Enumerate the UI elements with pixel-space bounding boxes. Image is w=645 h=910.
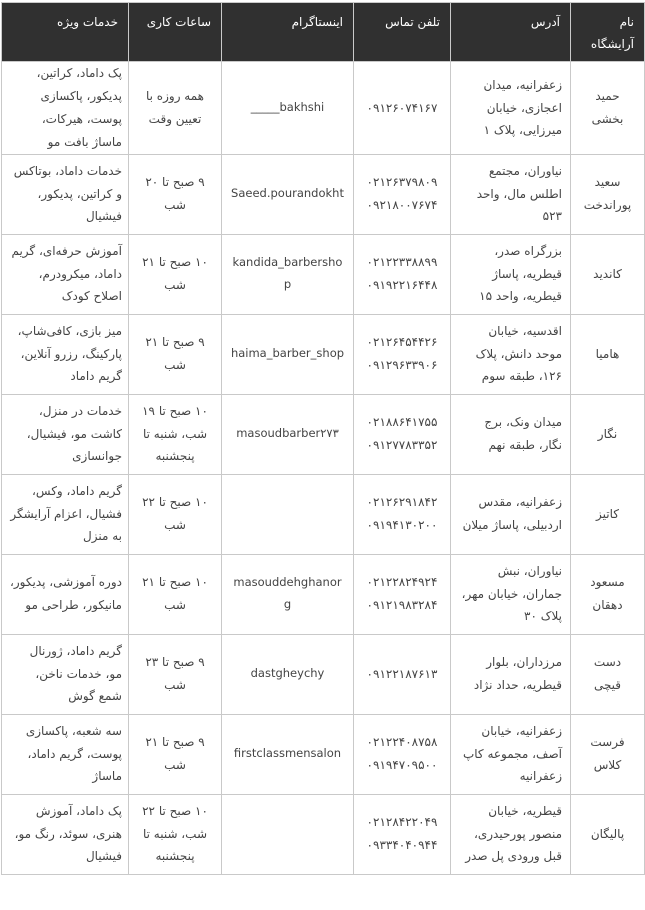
table-row [2,154,645,234]
header-instagram: اینستاگرام [222,3,354,62]
table-body [2,62,645,874]
salon-services: گریم داماد، ژورنال مو، خدمات ناخن، شمع گوش [2,634,129,714]
table-header [2,3,645,62]
salon-address: زعفرانیه، میدان اعجازی، خیابان میرزایی، پلاک ۱ [451,62,571,154]
phone-number: ۰۲۱۲۶۲۹۱۸۴۲ [366,495,438,510]
salon-services: خدمات داماد، بوتاکس و کراتین، پدیکور، فیشیال [2,154,129,234]
salon-address: اقدسیه، خیابان موحد دانش، پلاک ۱۲۶، طبقه سوم [451,314,571,394]
phone-number: ۰۹۱۹۲۲۱۶۴۴۸ [366,278,438,293]
salon-hours: ۱۰ صبح تا ۲۱ شب [129,554,222,634]
salon-services: گریم داماد، وکس، فشیال، اعزام آرایشگر به منزل [2,474,129,554]
salon-hours: ۱۰ صبح تا ۲۲ شب [129,474,222,554]
salon-services: خدمات در منزل، کاشت مو، فیشیال، جوانسازی [2,394,129,474]
salon-address: مرزداران، بلوار قیطریه، حداد نژاد [451,634,571,714]
table-row [2,62,645,154]
header-address: آدرس [451,3,571,62]
salon-name: فرست کلاس [571,714,645,794]
phone-number: ۰۹۱۲۲۱۸۷۶۱۳ [366,666,438,681]
salon-phone [354,394,451,474]
salon-instagram: masoudbarber۲۷۳ [222,394,354,474]
salon-instagram: Saeed.pourandokht [222,154,354,234]
salon-hours: همه روزه با تعیین وقت [129,62,222,154]
barbershop-table [1,2,645,875]
salon-hours: ۱۰ صبح تا ۲۱ شب [129,234,222,314]
phone-number: ۰۲۱۲۸۴۲۲۰۴۹ [366,815,438,830]
header-services: خدمات ویژه [2,3,129,62]
salon-instagram: _____bakhshi [222,62,354,154]
salon-services: پک داماد، آموزش هنری، سوئد، رنگ مو، فیشیال [2,794,129,874]
salon-phone [354,474,451,554]
salon-address: نیاوران، مجتمع اطلس مال، واحد ۵۲۳ [451,154,571,234]
salon-phone [354,554,451,634]
salon-services: میز بازی، کافی‌شاپ، پارکینگ، رزرو آنلاین، گریم داماد [2,314,129,394]
salon-services: دوره آموزشی، پدیکور، مانیکور، طراحی مو [2,554,129,634]
header-row [2,3,645,62]
phone-number: ۰۹۱۲۱۹۸۳۲۸۴ [366,598,438,613]
salon-hours: ۹ صبح تا ۲۳ شب [129,634,222,714]
phone-number: ۰۹۱۲۶۰۷۴۱۶۷ [366,100,438,115]
salon-address: زعفرانیه، خیابان آصف، مجموعه کاپ زعفرانیه [451,714,571,794]
table-row [2,714,645,794]
phone-number: ۰۹۱۲۹۶۳۳۹۰۶ [366,358,438,373]
salon-instagram: dastgheychy [222,634,354,714]
salon-address: میدان ونک، برج نگار، طبقه نهم [451,394,571,474]
salon-phone [354,314,451,394]
header-name: نام آرایشگاه [571,3,645,62]
salon-name: نگار [571,394,645,474]
phone-number: ۰۹۲۱۸۰۰۷۶۷۴ [366,198,438,213]
salon-instagram: haima_barber_shop [222,314,354,394]
salon-instagram: masouddehghanorg [222,554,354,634]
salon-instagram: firstclassmensalon [222,714,354,794]
salon-services: آموزش حرفه‌ای، گریم داماد، میکرودرم، اصلاح کودک [2,234,129,314]
phone-number: ۰۹۳۳۴۰۴۰۹۴۴ [366,838,438,853]
phone-number: ۰۲۱۸۸۶۴۱۷۵۵ [366,415,438,430]
salon-name: مسعود دهقان [571,554,645,634]
salon-phone [354,714,451,794]
phone-number: ۰۲۱۲۶۴۵۴۴۲۶ [366,335,438,350]
salon-address: قیطریه، خیابان منصور پورحیدری، قبل ورودی پل صدر [451,794,571,874]
salon-instagram [222,474,354,554]
salon-name: پالیگان [571,794,645,874]
table-row [2,314,645,394]
salon-address: بزرگراه صدر، قیطریه، پاساژ قیطریه، واحد ۱۵ [451,234,571,314]
table-row [2,394,645,474]
table-row [2,554,645,634]
phone-number: ۰۲۱۲۶۳۷۹۸۰۹ [366,175,438,190]
salon-phone [354,794,451,874]
table-row [2,794,645,874]
salon-instagram: kandida_barbershop [222,234,354,314]
salon-hours: ۱۰ صبح تا ۲۲ شب، شنبه تا پنجشنبه [129,794,222,874]
salon-name: کاندید [571,234,645,314]
salon-phone [354,234,451,314]
salon-phone [354,62,451,154]
salon-hours: ۱۰ صبح تا ۱۹ شب، شنبه تا پنجشنبه [129,394,222,474]
header-hours: ساعات کاری [129,3,222,62]
salon-instagram [222,794,354,874]
phone-number: ۰۹۱۹۴۱۳۰۲۰۰ [366,518,438,533]
salon-name: سعید پوراندخت [571,154,645,234]
salon-name: هامیا [571,314,645,394]
salon-name: حمید بخشی [571,62,645,154]
salon-hours: ۹ صبح تا ۲۱ شب [129,314,222,394]
salon-address: زعفرانیه، مقدس اردبیلی، پاساژ میلان [451,474,571,554]
phone-number: ۰۹۱۹۴۷۰۹۵۰۰ [366,758,438,773]
salon-hours: ۹ صبح تا ۲۱ شب [129,714,222,794]
salon-name: کاتیز [571,474,645,554]
salon-name: دست قیچی [571,634,645,714]
salon-address: نیاوران، نبش جماران، خیابان مهر، پلاک ۳۰ [451,554,571,634]
phone-number: ۰۲۱۲۲۴۰۸۷۵۸ [366,735,438,750]
salon-hours: ۹ صبح تا ۲۰ شب [129,154,222,234]
table-row [2,474,645,554]
table-row [2,234,645,314]
salon-services: سه شعبه، پاکسازی پوست، گریم داماد، ماساژ [2,714,129,794]
header-phone: تلفن تماس [354,3,451,62]
salon-services: پک داماد، کراتین، پدیکور، پاکسازی پوست، هیرکات، ماساژ بافت مو [2,62,129,154]
salon-phone [354,154,451,234]
table-row [2,634,645,714]
salon-phone [354,634,451,714]
phone-number: ۰۹۱۲۷۷۸۳۳۵۲ [366,438,438,453]
phone-number: ۰۲۱۲۲۸۲۴۹۲۴ [366,575,438,590]
phone-number: ۰۲۱۲۲۳۳۸۸۹۹ [366,255,438,270]
